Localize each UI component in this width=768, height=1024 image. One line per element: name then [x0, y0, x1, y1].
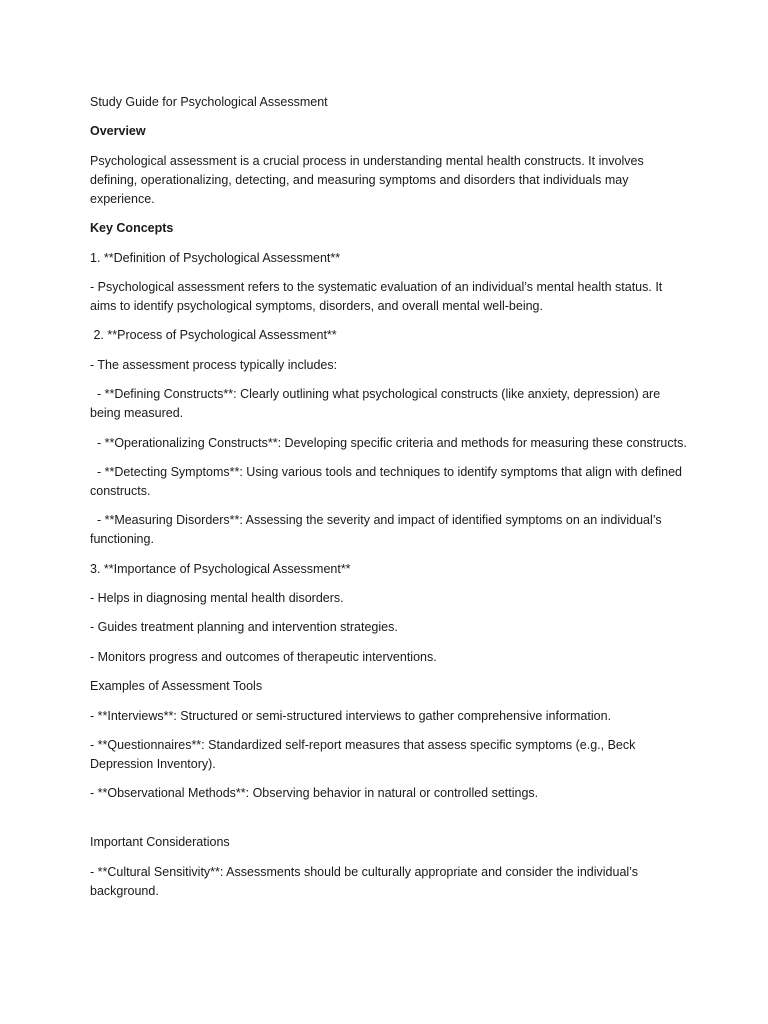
process-bullet: - **Detecting Symptoms**: Using various tools and techniques to identify symptoms that align with defined constructs.: [90, 464, 686, 498]
blank-line: [90, 814, 688, 833]
item-1-paragraph: - Psychological assessment refers to the systematic evaluation of an individual’s mental health status. It aims to identify psychological symptoms, disorders, and overall mental well-being.: [90, 279, 666, 313]
overview-paragraph: Psychological assessment is a crucial process in understanding mental health constructs. It involves defining, operationalizing, detecting, and measuring symptoms and disorders that individuals may experience.: [90, 153, 648, 206]
tools-bullet: - **Questionnaires**: Standardized self-report measures that assess specific symptoms (e.g., Beck Depression Inventory).: [90, 738, 639, 772]
process-bullet: - **Defining Constructs**: Clearly outlining what psychological constructs (like anxiety, depression) are being measured.: [90, 387, 664, 421]
tools-heading: Examples of Assessment Tools: [90, 679, 263, 694]
tools-bullet: - **Interviews**: Structured or semi-structured interviews to gather comprehensive information.: [90, 708, 612, 723]
considerations-bullet: - **Cultural Sensitivity**: Assessments should be culturally appropriate and consider the individual’s background.: [90, 864, 642, 898]
item-2-intro: - The assessment process typically includes:: [90, 357, 338, 372]
key-concepts-heading: Key Concepts: [90, 221, 174, 236]
process-bullet: - **Operationalizing Constructs**: Developing specific criteria and methods for measuring these constructs.: [90, 435, 687, 450]
document-page: [90, 93, 688, 911]
document-title: Study Guide for Psychological Assessment: [90, 95, 328, 109]
tools-bullet: - **Observational Methods**: Observing behavior in natural or controlled settings.: [90, 786, 539, 801]
process-bullet: - **Measuring Disorders**: Assessing the severity and impact of identified symptoms on an individual’s functioning.: [90, 513, 666, 547]
overview-heading: Overview: [90, 124, 146, 139]
item-2-heading: 2. **Process of Psychological Assessment**: [90, 328, 337, 343]
importance-bullet: - Helps in diagnosing mental health disorders.: [90, 591, 344, 606]
importance-bullet: - Guides treatment planning and intervention strategies.: [90, 620, 398, 635]
item-1-heading: 1. **Definition of Psychological Assessment**: [90, 250, 341, 265]
importance-bullet: - Monitors progress and outcomes of therapeutic interventions.: [90, 649, 437, 664]
item-3-heading: 3. **Importance of Psychological Assessment**: [90, 561, 351, 576]
considerations-heading: Important Considerations: [90, 835, 230, 850]
